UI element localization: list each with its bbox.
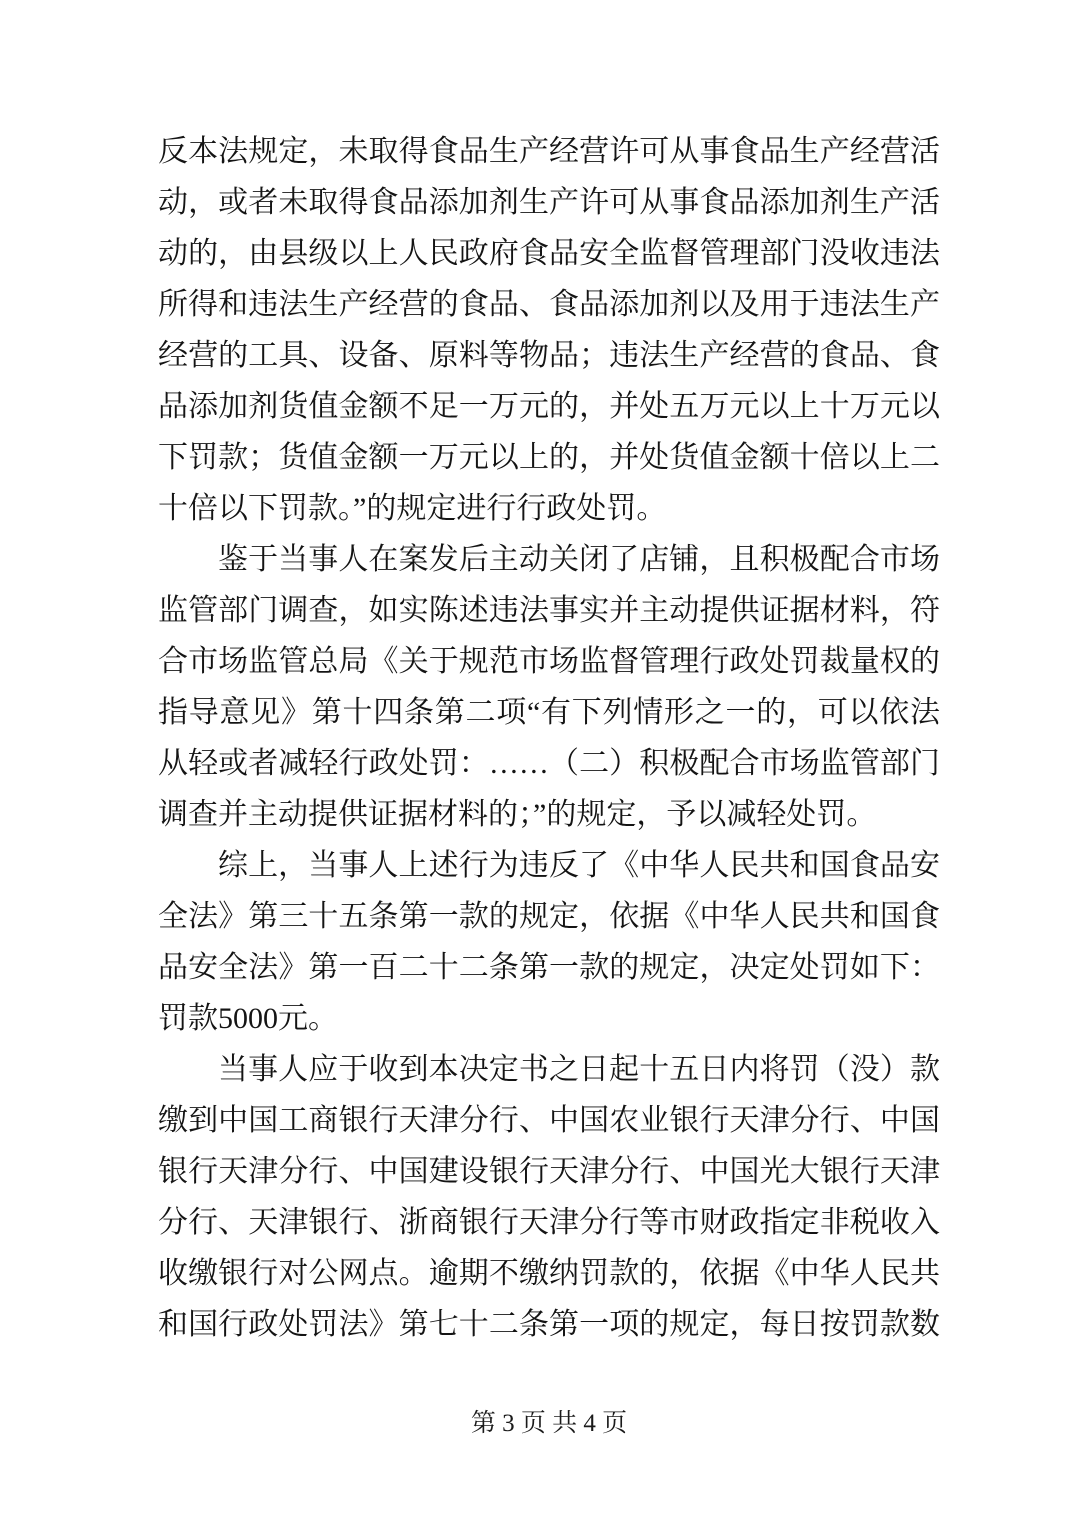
body-line: 下罚款；货值金额一万元以上的，并处货值金额十倍以上二 [158,441,940,474]
page-number-footer: 第 3 页 共 4 页 [470,1410,628,1437]
body-line: 品添加剂货值金额不足一万元的，并处五万元以上十万元以 [158,390,940,423]
body-line: 反本法规定，未取得食品生产经营许可从事食品生产经营活 [158,135,940,168]
body-line: 缴到中国工商银行天津分行、中国农业银行天津分行、中国 [158,1104,940,1137]
body-line: 银行天津分行、中国建设银行天津分行、中国光大银行天津 [158,1155,940,1188]
body-line-paragraph-end: 罚款5000元。 [158,1002,338,1035]
body-line: 经营的工具、设备、原料等物品；违法生产经营的食品、食 [158,339,940,372]
body-line: 动，或者未取得食品添加剂生产许可从事食品添加剂生产活 [158,186,940,219]
body-line-paragraph-end: 调查并主动提供证据材料的；”的规定，予以减轻处罚。 [158,798,877,831]
body-line: 全法》第三十五条第一款的规定，依据《中华人民共和国食 [158,900,940,933]
body-line-paragraph-end: 十倍以下罚款。”的规定进行行政处罚。 [158,492,667,525]
body-line: 分行、天津银行、浙商银行天津分行等市财政指定非税收入 [158,1206,940,1239]
body-line: 监管部门调查，如实陈述违法事实并主动提供证据材料，符 [158,594,940,627]
body-line: 和国行政处罚法》第七十二条第一项的规定，每日按罚款数 [158,1308,940,1341]
body-line: 动的，由县级以上人民政府食品安全监督管理部门没收违法 [158,237,940,270]
body-line: 合市场监管总局《关于规范市场监督管理行政处罚裁量权的 [158,645,940,678]
body-line: 指导意见》第十四条第二项“有下列情形之一的，可以依法 [158,696,940,729]
body-line-paragraph-start: 当事人应于收到本决定书之日起十五日内将罚（没）款 [218,1053,940,1086]
body-line: 品安全法》第一百二十二条第一款的规定，决定处罚如下： [158,951,940,984]
body-line: 收缴银行对公网点。逾期不缴纳罚款的，依据《中华人民共 [158,1257,940,1290]
document-body [158,126,940,1350]
body-line: 所得和违法生产经营的食品、食品添加剂以及用于违法生产 [158,288,940,321]
body-line: 从轻或者减轻行政处罚：……（二）积极配合市场监管部门 [158,747,940,780]
body-line-paragraph-start: 综上，当事人上述行为违反了《中华人民共和国食品安 [218,849,940,882]
body-line-paragraph-start: 鉴于当事人在案发后主动关闭了店铺，且积极配合市场 [218,543,940,576]
